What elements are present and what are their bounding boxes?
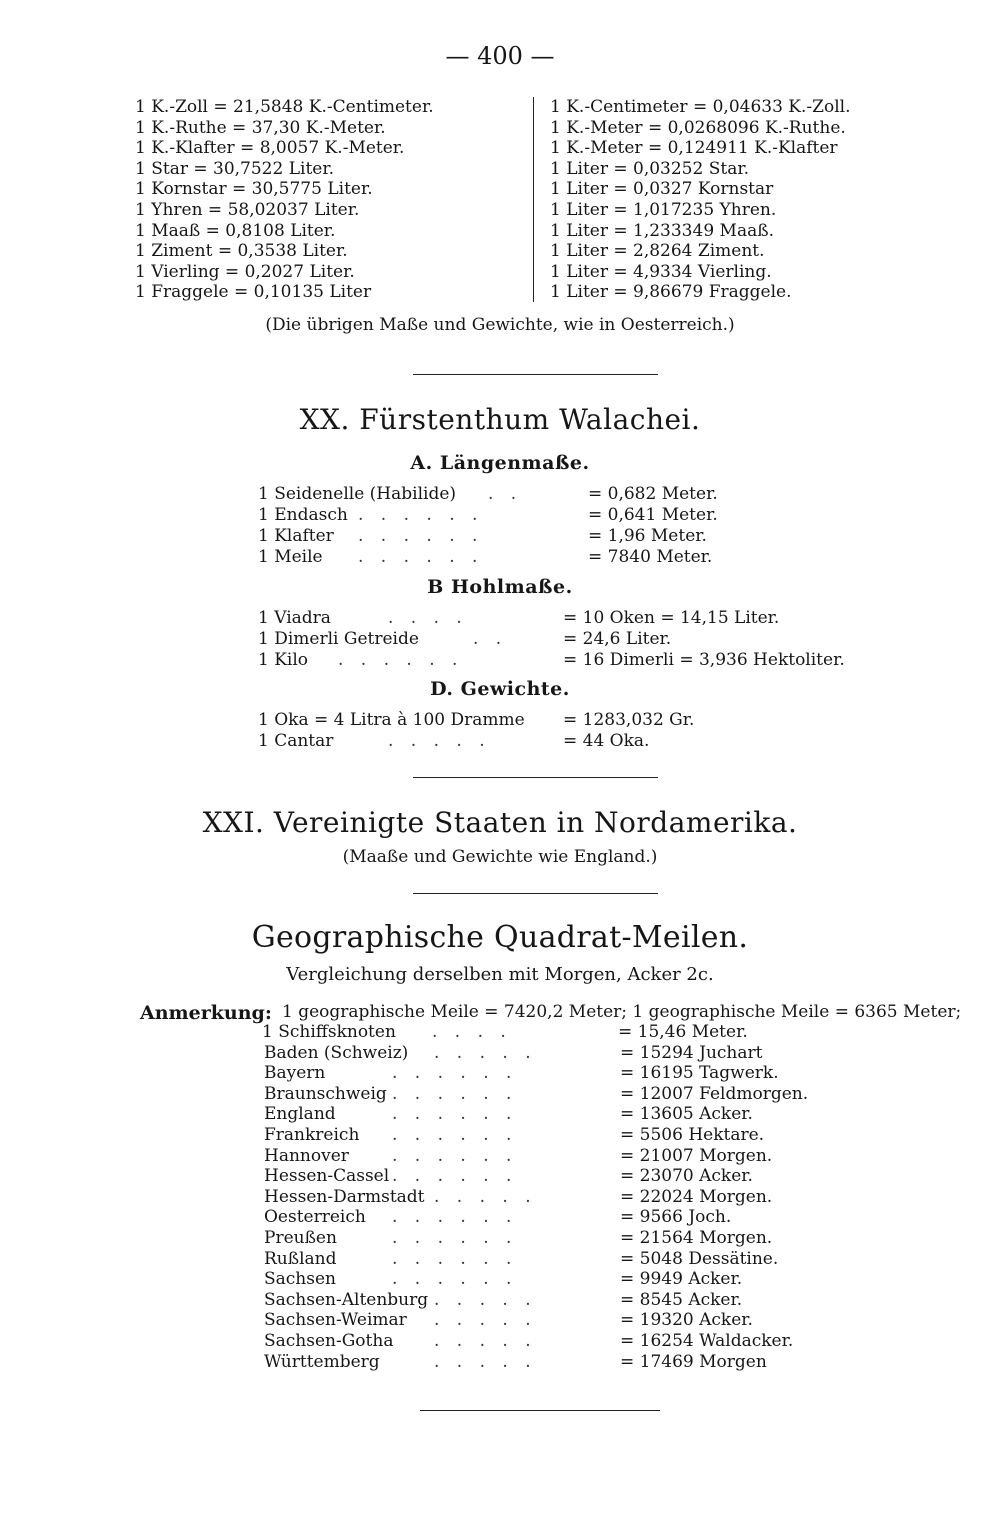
conversion-line: 1 K.-Klafter = 8,0057 K.-Meter. xyxy=(135,138,405,159)
row-value: = 12007 Feldmorgen. xyxy=(620,1083,809,1104)
row-dots: . . . . . . xyxy=(338,650,464,670)
table-row xyxy=(264,1084,864,1105)
section-divider xyxy=(420,1410,660,1411)
top-note: (Die übrigen Maße und Gewichte, wie in Oesterreich.) xyxy=(265,315,735,335)
row-dots: . . . . . . xyxy=(358,526,484,546)
subsection-title-gewichte: D. Gewichte. xyxy=(430,678,570,700)
row-label: Sachsen-Weimar xyxy=(264,1310,407,1331)
conversion-line: 1 K.-Meter = 0,124911 K.-Klafter xyxy=(550,138,838,159)
conversion-line: 1 Liter = 9,86679 Fraggele. xyxy=(550,282,792,303)
row-dots: . . . . . . xyxy=(392,1269,518,1290)
conversion-line: 1 Star = 30,7522 Liter. xyxy=(135,158,334,179)
row-value: = 15,46 Meter. xyxy=(618,1022,748,1042)
row-dots: . . . . . . xyxy=(392,1083,518,1104)
row-label: Rußland xyxy=(264,1248,337,1269)
table-row xyxy=(262,1022,862,1043)
conversion-line: 1 Vierling = 0,2027 Liter. xyxy=(135,261,355,282)
row-label: 1 Klafter xyxy=(258,526,334,546)
conversion-list-left xyxy=(135,97,535,303)
column-divider xyxy=(533,97,534,302)
row-label: Sachsen-Altenburg xyxy=(264,1289,429,1310)
row-dots: . . . . . . xyxy=(392,1166,518,1187)
table-row xyxy=(264,1269,864,1290)
row-label: Oesterreich xyxy=(264,1207,366,1228)
row-dots: . . . . . xyxy=(434,1289,537,1310)
conversion-line: 1 Maaß = 0,8108 Liter. xyxy=(135,220,336,241)
table-row xyxy=(264,1125,864,1146)
row-dots: . . . . . . xyxy=(392,1063,518,1084)
conversion-line: 1 Ziment = 0,3538 Liter. xyxy=(135,241,348,262)
row-value: = 0,641 Meter. xyxy=(588,505,718,525)
row-label: Sachsen xyxy=(264,1269,336,1290)
table-row xyxy=(264,1043,864,1064)
geo-subtitle: Vergleichung derselben mit Morgen, Acker 2c. xyxy=(286,964,714,985)
row-label: 1 Meile xyxy=(258,547,323,567)
row-value: = 7840 Meter. xyxy=(588,547,713,567)
row-label: England xyxy=(264,1104,336,1125)
row-dots: . . . . . . xyxy=(392,1125,518,1145)
row-label: 1 Dimerli Getreide xyxy=(258,629,419,649)
row-label: Bayern xyxy=(264,1063,326,1084)
table-row xyxy=(258,629,898,650)
row-dots: . . . . . . xyxy=(392,1228,518,1248)
row-dots: . . . . . xyxy=(434,1042,537,1063)
table-row xyxy=(258,505,778,526)
row-label: Preußen xyxy=(264,1228,337,1248)
row-value: = 22024 Morgen. xyxy=(620,1186,773,1207)
row-dots: . . xyxy=(473,629,508,649)
table-row xyxy=(258,547,778,568)
row-value: = 10 Oken = 14,15 Liter. xyxy=(563,608,780,628)
row-value: = 16 Dimerli = 3,936 Hektoliter. xyxy=(563,650,845,670)
anmerkung-label: Anmerkung: xyxy=(140,1002,272,1024)
row-value: = 17469 Morgen xyxy=(620,1351,767,1372)
table-row xyxy=(258,484,778,505)
row-value: = 21007 Morgen. xyxy=(620,1145,773,1166)
conversion-line: 1 K.-Ruthe = 37,30 K.-Meter. xyxy=(135,117,386,138)
row-value: = 16254 Waldacker. xyxy=(620,1331,794,1351)
conversion-list-right xyxy=(550,97,970,303)
table-row xyxy=(264,1352,864,1373)
table-row xyxy=(258,731,778,752)
row-dots: . . . . . . xyxy=(392,1145,518,1166)
section-title-xxi: XXI. Vereinigte Staaten in Nordamerika. xyxy=(202,806,798,839)
conversion-line: 1 Liter = 0,03252 Star. xyxy=(550,158,749,179)
subsection-title-hohlmasse: B Hohlmaße. xyxy=(427,576,573,598)
conversion-line: 1 Liter = 1,233349 Maaß. xyxy=(550,220,774,241)
page-number: — 400 — xyxy=(445,42,555,70)
row-dots: . . . . . . xyxy=(358,505,484,525)
row-label: Hessen-Cassel xyxy=(264,1166,390,1187)
table-row xyxy=(264,1207,864,1228)
row-dots: . . . . . . xyxy=(358,547,484,567)
conversion-line: 1 Liter = 2,8264 Ziment. xyxy=(550,241,765,262)
row-label: Frankreich xyxy=(264,1125,360,1145)
table-row xyxy=(264,1228,864,1249)
table-row xyxy=(264,1290,864,1311)
section-divider xyxy=(413,374,658,375)
table-row xyxy=(264,1310,864,1331)
table-row xyxy=(264,1146,864,1167)
row-label: Sachsen-Gotha xyxy=(264,1331,394,1351)
row-value: = 1283,032 Gr. xyxy=(563,710,695,730)
row-dots: . . . . . xyxy=(388,731,491,751)
row-value: = 21564 Morgen. xyxy=(620,1228,773,1248)
table-row xyxy=(258,526,778,547)
row-value: = 5506 Hektare. xyxy=(620,1125,765,1145)
conversion-line: 1 Liter = 1,017235 Yhren. xyxy=(550,199,777,220)
table-row xyxy=(264,1187,864,1208)
table-row xyxy=(264,1104,864,1125)
row-label: Hessen-Darmstadt xyxy=(264,1186,425,1207)
row-value: = 8545 Acker. xyxy=(620,1289,743,1310)
row-value: = 44 Oka. xyxy=(563,731,650,751)
row-dots: . . . . . xyxy=(434,1310,537,1331)
conversion-line: 1 K.-Centimeter = 0,04633 K.-Zoll. xyxy=(550,97,851,117)
section-note-xxi: (Maaße und Gewichte wie England.) xyxy=(342,847,658,867)
conversion-line: 1 Kornstar = 30,5775 Liter. xyxy=(135,179,373,200)
row-dots: . . . . xyxy=(388,608,468,628)
row-value: = 19320 Acker. xyxy=(620,1310,753,1331)
row-dots: . . . . xyxy=(432,1022,512,1042)
row-value: = 1,96 Meter. xyxy=(588,526,707,546)
row-value: = 9949 Acker. xyxy=(620,1269,743,1290)
row-dots: . . . . . . xyxy=(392,1248,518,1269)
row-label: Braunschweig xyxy=(264,1083,387,1104)
row-label: 1 Oka = 4 Litra à 100 Dramme xyxy=(258,710,525,730)
row-label: 1 Seidenelle (Habilide) xyxy=(258,484,457,504)
table-row xyxy=(258,650,898,671)
conversion-line: 1 K.-Meter = 0,0268096 K.-Ruthe. xyxy=(550,117,846,138)
row-value: = 16195 Tagwerk. xyxy=(620,1063,779,1084)
conversion-line: 1 Liter = 4,9334 Vierling. xyxy=(550,261,772,282)
row-value: = 15294 Juchart xyxy=(620,1042,763,1063)
table-row xyxy=(264,1249,864,1270)
section-divider xyxy=(413,893,658,894)
row-value: = 13605 Acker. xyxy=(620,1104,753,1125)
conversion-line: 1 Liter = 0,0327 Kornstar xyxy=(550,179,774,200)
row-dots: . . . . . xyxy=(434,1331,537,1351)
subsection-title-laengenmasse: A. Längenmaße. xyxy=(410,452,590,474)
row-dots: . . . . . . xyxy=(392,1104,518,1125)
anmerkung-text: 1 geographische Meile = 7420,2 Meter; 1 geographische Meile = 6365 Meter; xyxy=(282,1002,962,1022)
table-row xyxy=(258,710,778,731)
row-label: Hannover xyxy=(264,1145,349,1166)
row-dots: . . . . . xyxy=(434,1351,537,1372)
row-value: = 24,6 Liter. xyxy=(563,629,672,649)
conversion-line: 1 Fraggele = 0,10135 Liter xyxy=(135,282,372,303)
geo-title: Geographische Quadrat-Meilen. xyxy=(251,920,749,955)
table-row xyxy=(264,1063,864,1084)
row-value: = 23070 Acker. xyxy=(620,1166,753,1187)
row-label: 1 Kilo xyxy=(258,650,309,670)
conversion-line: 1 K.-Zoll = 21,5848 K.-Centimeter. xyxy=(135,97,434,117)
row-label: 1 Viadra xyxy=(258,608,331,628)
row-label: 1 Endasch xyxy=(258,505,348,525)
row-value: = 5048 Dessätine. xyxy=(620,1248,779,1269)
row-label: 1 Cantar xyxy=(258,731,334,751)
table-row xyxy=(264,1331,864,1352)
table-row xyxy=(264,1166,864,1187)
section-title-xx: XX. Fürstenthum Walachei. xyxy=(299,403,701,436)
row-dots: . . xyxy=(488,484,523,504)
conversion-line: 1 Yhren = 58,02037 Liter. xyxy=(135,199,360,220)
row-label: Baden (Schweiz) xyxy=(264,1042,409,1063)
table-row xyxy=(258,608,898,629)
section-divider xyxy=(413,777,658,778)
row-value: = 0,682 Meter. xyxy=(588,484,718,504)
row-label: 1 Schiffsknoten xyxy=(262,1022,396,1042)
row-dots: . . . . . . xyxy=(392,1207,518,1228)
row-label: Württemberg xyxy=(264,1351,380,1372)
row-dots: . . . . . xyxy=(434,1186,537,1207)
row-value: = 9566 Joch. xyxy=(620,1207,732,1228)
